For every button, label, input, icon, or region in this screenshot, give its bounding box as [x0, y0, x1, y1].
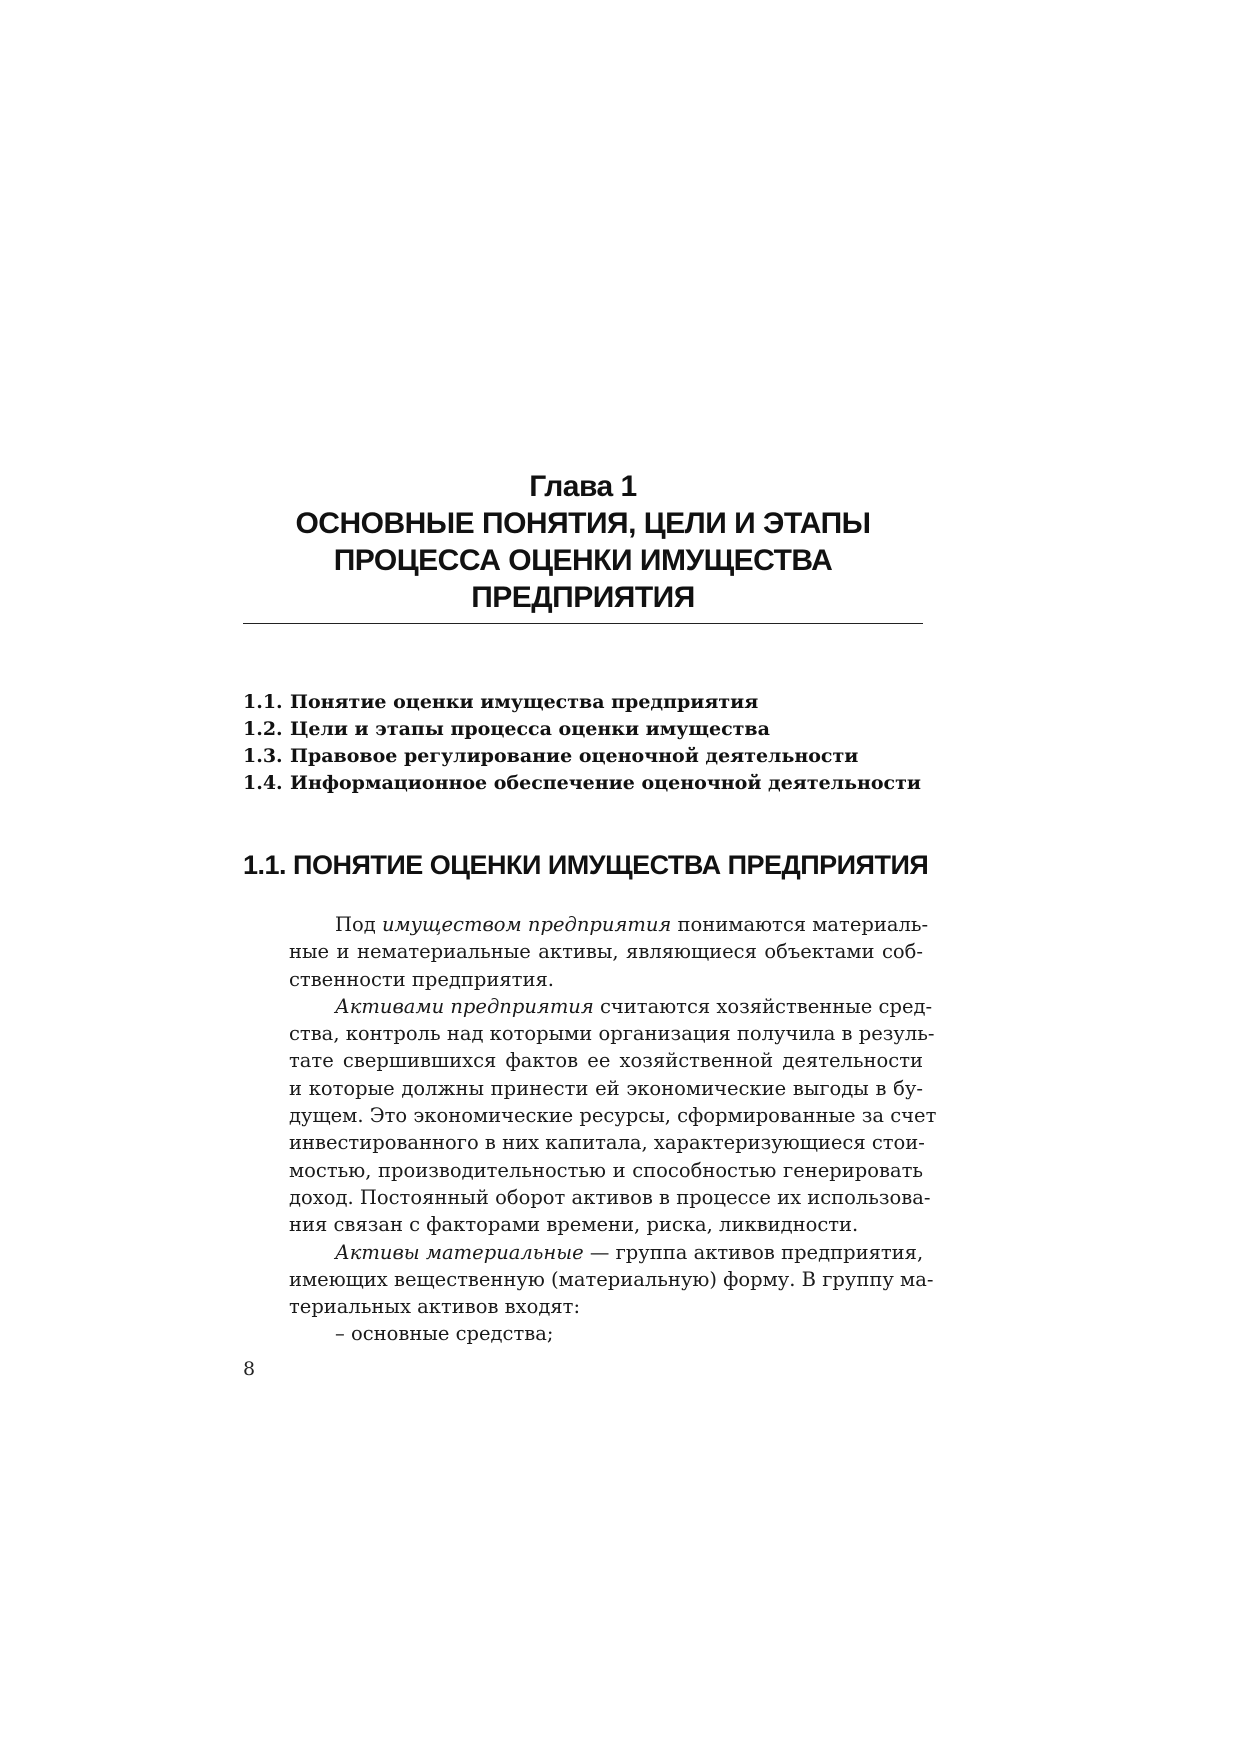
chapter-heading — [243, 468, 923, 616]
text-line: имеющих вещественную (материальную) форму. В группу ма- — [289, 1267, 934, 1291]
paragraph-tangible-assets — [243, 1239, 934, 1321]
contents-item-number: 1.3. — [243, 745, 283, 767]
text-run: считаются хозяйственные сред- — [593, 994, 933, 1018]
contents-item-number: 1.4. — [243, 772, 283, 794]
paragraph-property-definition — [243, 911, 929, 993]
text-line: – основные средства; — [335, 1322, 554, 1346]
text-run: Под — [335, 913, 382, 936]
text-line: ния связан с факторами времени, риска, ликвидности. — [289, 1213, 859, 1237]
text-run: понимаются материаль- — [671, 913, 929, 936]
text-line: дущем. Это экономические ресурсы, сформированные за счет — [289, 1104, 937, 1128]
text-line: ные и нематериальные активы, являющиеся объектами соб- — [289, 940, 923, 964]
body-text — [243, 911, 937, 1348]
term-assets: Активами предприятия — [335, 994, 594, 1018]
contents-item-title: Правовое регулирование оценочной деятельности — [290, 745, 859, 767]
text-line: и которые должны принести ей экономические выгоды в бу- — [289, 1076, 923, 1100]
contents-item-title: Цели и этапы процесса оценки имущества — [290, 718, 770, 740]
term-property: имуществом предприятия — [381, 913, 672, 936]
chapter-label: Глава 1 — [529, 470, 637, 503]
text-line: доход. Постоянный оборот активов в процессе их использова- — [289, 1185, 931, 1209]
contents-item-title: Понятие оценки имущества предприятия — [290, 691, 759, 713]
contents-item — [243, 743, 933, 770]
contents-item-number: 1.2. — [243, 718, 283, 740]
text-line: ства, контроль над которыми организация получила в резуль- — [289, 1022, 935, 1046]
text-line: тате свершившихся фактов ее хозяйственной деятельности — [289, 1049, 923, 1073]
chapter-contents — [243, 689, 933, 797]
text-run: — группа активов предприятия, — [583, 1240, 924, 1264]
contents-item — [243, 716, 933, 743]
text-line: мостью, производительностью и способностью генерировать — [289, 1158, 923, 1182]
list-item-fixed-assets — [243, 1320, 923, 1347]
contents-item — [243, 689, 933, 716]
contents-item — [243, 770, 933, 797]
text-line: териальных активов входят: — [289, 1295, 581, 1319]
text-line: ственности предприятия. — [289, 967, 554, 991]
contents-item-number: 1.1. — [243, 691, 283, 713]
chapter-title-line-3: ПРЕДПРИЯТИЯ — [471, 581, 695, 614]
text-line: инвестированного в них капитала, характеризующиеся стои- — [289, 1131, 925, 1155]
text-line — [243, 993, 933, 1020]
paragraph-assets-definition — [243, 993, 937, 1239]
term-tangible-assets: Активы материальные — [335, 1240, 584, 1264]
chapter-title-line-2: ПРОЦЕССА ОЦЕНКИ ИМУЩЕСТВА — [333, 544, 833, 577]
contents-item-title: Информационное обеспечение оценочной деятельности — [290, 772, 921, 794]
section-heading: 1.1. ПОНЯТИЕ ОЦЕНКИ ИМУЩЕСТВА ПРЕДПРИЯТИЯ — [243, 850, 929, 880]
chapter-title-line-1: ОСНОВНЫЕ ПОНЯТИЯ, ЦЕЛИ И ЭТАПЫ — [295, 507, 871, 540]
page-number: 8 — [243, 1358, 256, 1380]
chapter-divider — [243, 623, 923, 624]
text-line — [243, 911, 929, 938]
text-line — [243, 1239, 923, 1266]
